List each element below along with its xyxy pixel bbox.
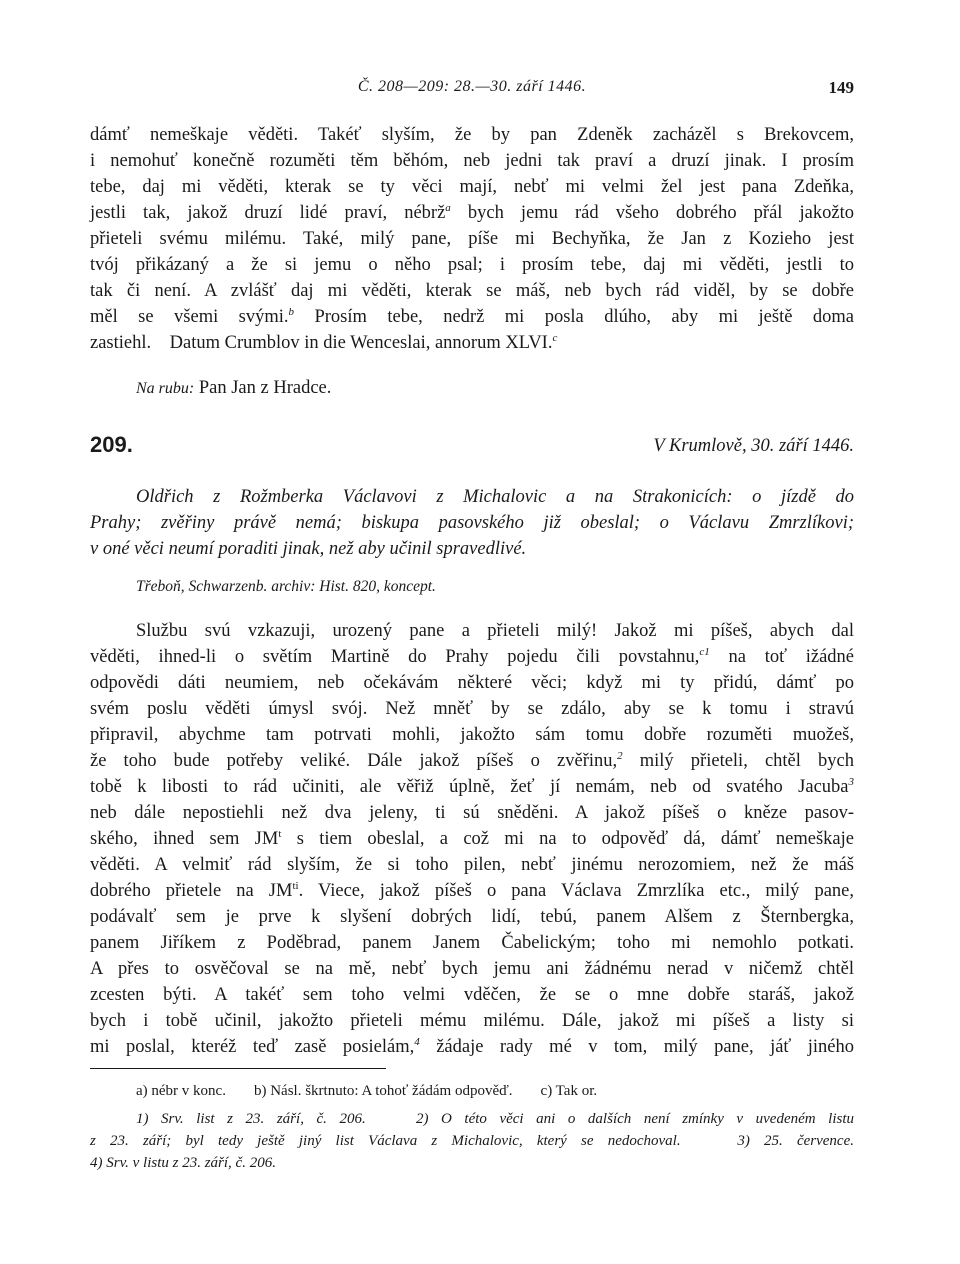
letter-line: neb dále nepostiehli než dva jeleny, ti sú sněděni. A jakož píšeš o kněze pasov- xyxy=(90,803,854,823)
text-line: přieteli svému milému. Také, milý pane, píše mi Bechyňka, že Jan z Kozieho jest xyxy=(90,229,854,249)
letter-line: že toho bude potřeby veliké. Dále jakož píšeš o zvěřinu,$^2$ milý přieteli, chtěl bych xyxy=(90,750,854,771)
footnote-mark: 4 xyxy=(414,1036,420,1048)
footnote-mark: 3 xyxy=(848,776,854,788)
running-title: Č. 208—209: 28.—30. září 1446. xyxy=(357,78,587,95)
letter-line: dobrého přietele na $JM^{ti}$. Viece, jakož píšeš o pana Václava Zmrzlíka etc., milý pane, xyxy=(90,880,854,901)
continuation-text xyxy=(90,122,854,356)
note-c: c) Tak or. xyxy=(540,1083,598,1099)
text-critical-notes xyxy=(90,1080,854,1102)
text-line: i nemohuť konečně rozuměti těm běhóm, neb jedni tak praví a druzí jinak. I prosím xyxy=(90,151,854,171)
letter-line: mi poslal, kteréž teď zasě posielám,$^4$ žádaje rady mé v tom, milý pane, jáť jiného xyxy=(90,1036,854,1057)
text-line: dámť nemeškaje věděti. Takéť slyším, že by pan Zdeněk zacházěl s Brekovcem, xyxy=(90,125,854,145)
footnote-mark: b xyxy=(288,306,295,318)
page-number: 149 xyxy=(828,78,854,97)
verso-note xyxy=(136,378,331,399)
note-b: b) Násl. škrtnuto: A tohoť žádám odpověď. xyxy=(253,1083,513,1099)
letter-line: panem Jiříkem z Poděbrad, panem Janem Čabelickým; toho mi nemohlo potkati. xyxy=(90,933,854,953)
note-line: 4) Srv. v listu z 23. září, č. 206. xyxy=(90,1155,276,1171)
verso-label: Na rubu: xyxy=(136,380,195,397)
text-line: tak či není. A zvlášť daj mi věděti, kterak se máš, neb bych rád viděl, by se dobře xyxy=(90,281,854,301)
document-number: 209. xyxy=(90,432,133,457)
letter-line: připravil, abychme tam potrvati mohli, jakožto sám tomu dobře rozuměti muožeš, xyxy=(90,725,854,745)
letter-line: věděti. A velmiť rád slyším, že si toho pilen, nebť jinému nerozomiem, než že máš xyxy=(90,855,854,875)
letter-line: svém poslu věděti úmysl svój. Než mněť by se zdálo, aby se k tomu i stravú xyxy=(90,699,854,719)
text-line: zastiehl. Datum Crumblov in die Wenceslai, annorum XLVI.$^c$ xyxy=(90,332,558,353)
footnote-mark: a xyxy=(445,202,451,214)
text-line: měl se všemi svými.$^b$ Prosím tebe, nedrž mi posla dlúho, aby mi ještě doma xyxy=(90,306,854,327)
note-line: z 23. září; byl tedy ještě jiný list Václava z Michalovic, který se nedochoval. 3) 25. července. xyxy=(90,1133,854,1149)
text-line: tvój přikázaný a že si jemu o něho psal; i prosím tebe, daj mi věděti, jestli to xyxy=(90,255,854,275)
regest xyxy=(90,484,854,562)
regest-line: v oné věci neumí poraditi jinak, než aby učinil spravedlivé. xyxy=(90,539,527,559)
letter-line: ského, ihned sem $JM^t$ s tiem obeslal, a což mi na to odpověď dá, dámť nemeškaje xyxy=(90,828,854,849)
note-line: 1) Srv. list z 23. září, č. 206. 2) O této věci ani o dalších není zmínky v uvedeném listu xyxy=(136,1111,854,1127)
regest-line: Oldřich z Rožmberka Václavovi z Michalovic a na Strakonicích: o jízdě do xyxy=(136,487,854,507)
letter-line: Službu svú vzkazuji, urozený pane a přieteli milý! Jakož mi píšeš, abych dal xyxy=(136,621,854,641)
footnote-mark: c1 xyxy=(699,646,710,658)
letter-line: zcesten býti. A takéť sem toho velmi vděčen, že se o mne dobře staráš, jakož xyxy=(90,985,854,1005)
regest-line: Prahy; zvěřiny právě nemá; biskupa pasovského již obeslal; o Václavu Zmrzlíkovi; xyxy=(90,513,854,533)
note-a: a) nébr v konc. xyxy=(136,1083,226,1099)
footnote-rule xyxy=(90,1068,386,1069)
letter-line: A přes to osvěčoval se na mě, nebť bych jemu ani žádnému nerad v ničemž chtěl xyxy=(90,959,854,979)
text-line: jestli tak, jakož druzí lidé praví, nébrž$^a$ bych jemu rád všeho dobrého přál jakožto xyxy=(90,202,854,223)
letter-text xyxy=(90,618,854,1060)
document-place-date: V Krumlově, 30. září 1446. xyxy=(653,436,854,456)
superscript: ti xyxy=(292,880,299,892)
running-head xyxy=(90,78,854,102)
text-line: tebe, daj mi věděti, kterak se ty věci mají, nebť mi velmi žel jest pana Zdeňka, xyxy=(90,177,854,197)
superscript: t xyxy=(278,828,282,840)
letter-line: bych i tobě učinil, jakožto přieteli mému milému. Dále, jakož mi píšeš a listy si xyxy=(90,1011,854,1031)
footnote-mark: 2 xyxy=(617,750,623,762)
archival-source: Třeboň, Schwarzenb. archiv: Hist. 820, koncept. xyxy=(136,578,436,595)
letter-line: podávalť sem je prve k slyšení dobrých lidí, tebú, panem Alšem z Šternbergka, xyxy=(90,907,854,927)
letter-line: věděti, ihned-li o světím Martině do Prahy pojedu čili povstahnu,$^{c1}$ na toť ižádné xyxy=(90,646,854,667)
verso-text: Pan Jan z Hradce. xyxy=(194,378,332,398)
footnote-mark: c xyxy=(552,332,558,344)
letter-line: odpovědi dáti neumiem, neb očekávám některé věci; když mi ty přidú, dámť po xyxy=(90,673,854,693)
numbered-notes xyxy=(90,1108,854,1174)
letter-line: tobě k libosti to rád učiniti, ale věřiž úplně, žeť jí nemám, neb od svatého Jacuba$^3$ xyxy=(90,776,854,797)
